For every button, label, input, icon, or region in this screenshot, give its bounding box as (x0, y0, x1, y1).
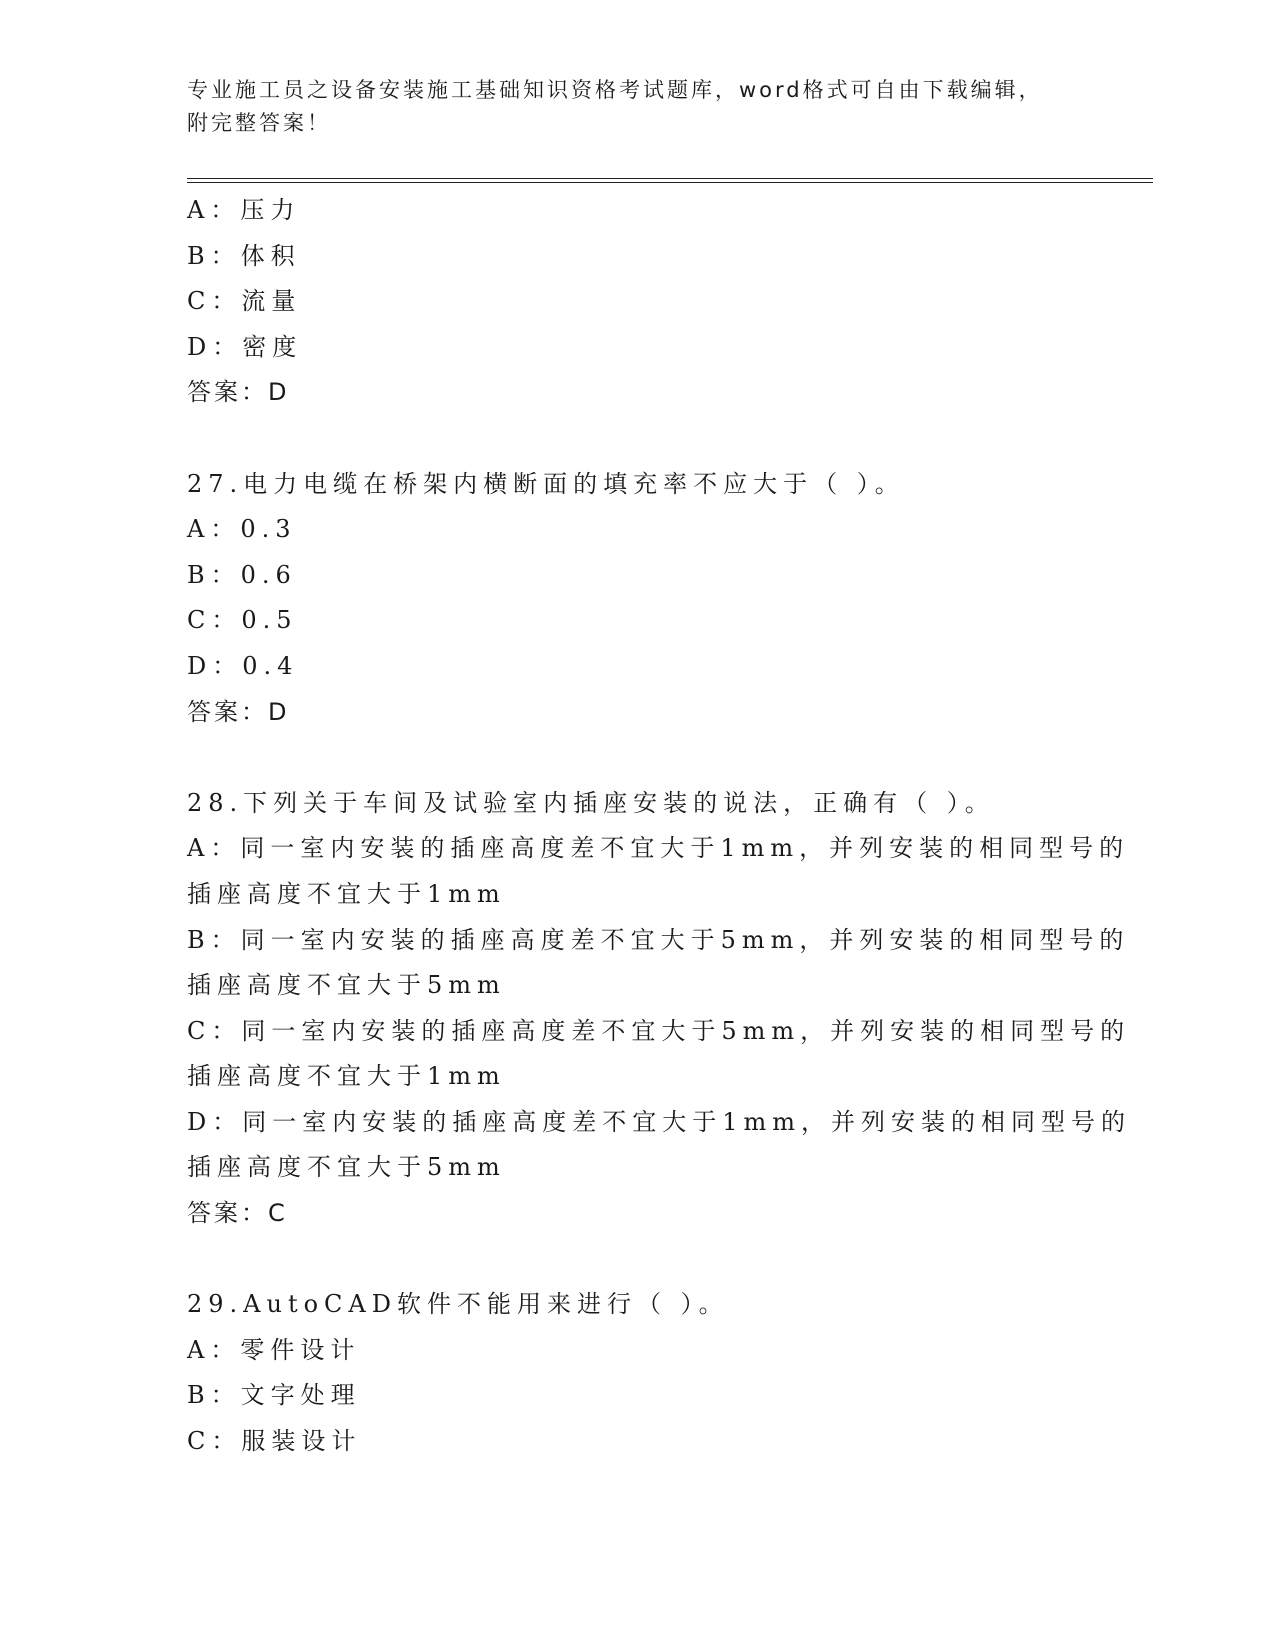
question-29 (187, 1282, 1107, 1464)
question-spacer (187, 735, 1107, 781)
question-spacer (187, 1237, 1107, 1283)
header-title-line-2: 附完整答案！ (187, 111, 331, 135)
option-b-line-2: 插座高度不宜大于5mm (187, 971, 506, 1000)
answer-line: 答案：D (187, 697, 290, 726)
option-a: A：零件设计 (187, 1335, 361, 1364)
option-c-line-1: C：同一室内安装的插座高度差不宜大于5mm，并列安装的相同型号的 (187, 1016, 1131, 1045)
option-a: A：压力 (187, 196, 301, 224)
header-divider-top (187, 178, 1153, 179)
option-b: B：0.6 (187, 560, 297, 589)
answer-line: 答案：C (187, 1199, 288, 1228)
question-26 (187, 188, 1107, 416)
question-28 (187, 781, 1132, 1237)
option-a-line-2: 插座高度不宜大于1mm (187, 879, 506, 908)
option-c: C：0.5 (187, 606, 298, 635)
answer-line: 答案：D (187, 378, 290, 407)
option-a-line-1: A：同一室内安装的插座高度差不宜大于1mm，并列安装的相同型号的 (187, 834, 1130, 863)
option-d: D：密度 (187, 332, 303, 361)
option-b-line-1: B：同一室内安装的插座高度差不宜大于5mm，并列安装的相同型号的 (187, 925, 1130, 954)
option-c-line-2: 插座高度不宜大于1mm (187, 1062, 506, 1091)
question-list (187, 188, 1132, 1465)
option-c: C：服装设计 (187, 1427, 362, 1456)
question-text: 27.电力电缆在桥架内横断面的填充率不应大于（ ）。 (187, 469, 905, 498)
header-title-line-1: 专业施工员之设备安装施工基础知识资格考试题库，word格式可自由下载编辑， (187, 78, 1043, 102)
question-27 (187, 462, 1107, 736)
option-b: B：文字处理 (187, 1381, 361, 1410)
option-d-line-2: 插座高度不宜大于5mm (187, 1153, 506, 1182)
option-d-line-1: D：同一室内安装的插座高度差不宜大于1mm，并列安装的相同型号的 (187, 1107, 1132, 1136)
question-text: 29.AutoCAD软件不能用来进行（ ）。 (187, 1290, 729, 1319)
question-spacer (187, 416, 1107, 462)
document-header (187, 74, 1067, 140)
option-c: C：流量 (187, 287, 302, 316)
header-divider-bottom (187, 182, 1153, 183)
option-b: B：体积 (187, 241, 301, 270)
option-a: A：0.3 (187, 515, 297, 544)
option-d: D：0.4 (187, 651, 299, 680)
question-text: 28.下列关于车间及试验室内插座安装的说法，正确有（ ）。 (187, 788, 995, 817)
